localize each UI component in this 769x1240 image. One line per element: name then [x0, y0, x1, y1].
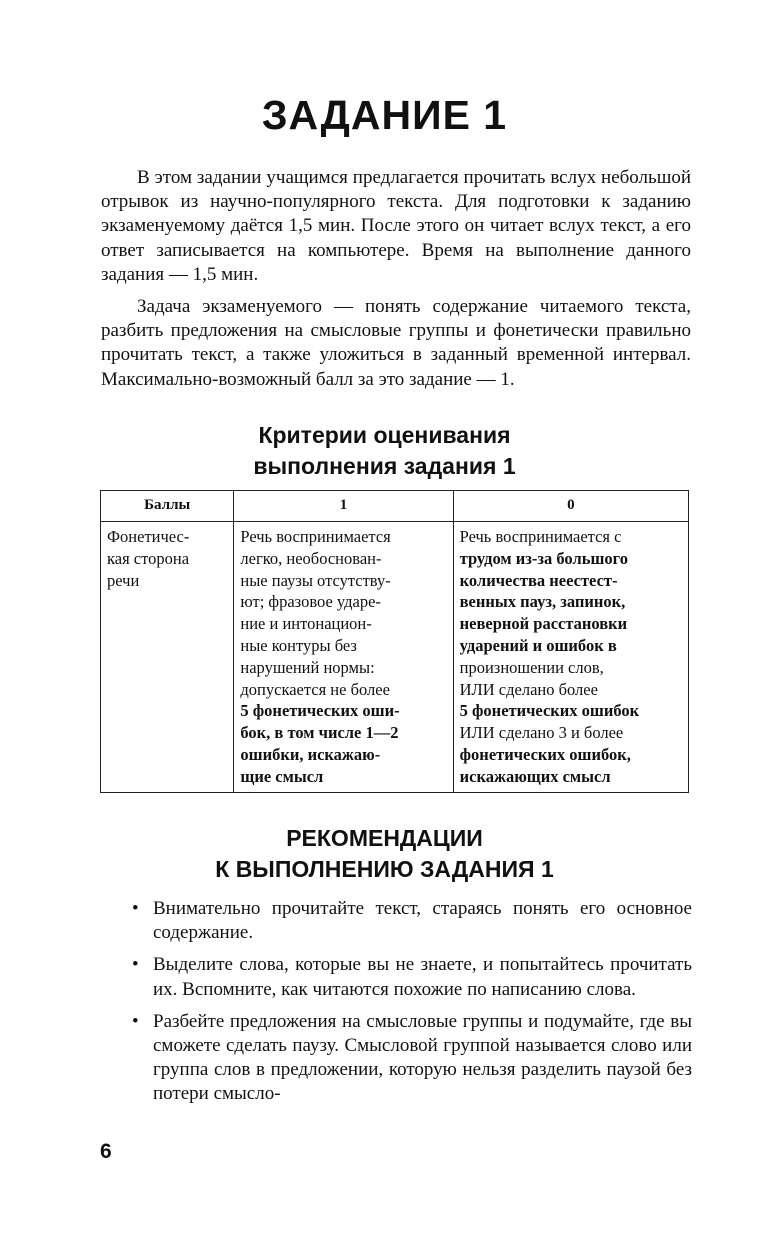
- header-score-0: 0: [453, 491, 688, 522]
- score-0-line: ИЛИ сделано 3 и более: [459, 723, 624, 743]
- score-0-description-cell: [453, 522, 688, 793]
- criteria-heading-line-2: выполнения задания 1: [253, 453, 516, 479]
- score-1-line: Речь воспринимается: [240, 527, 391, 546]
- score-1-line: ют; фразовое ударе-: [240, 592, 381, 612]
- score-0-line: трудом из-за большого: [459, 548, 628, 568]
- intro-paragraph-2: Задача экзаменуемого — понять содержание читаемого текста, разбить предложения на смысловые группы и фонетически правильно прочитать текст, а также уложиться в заданный временной интервал. Максимально-возможный балл за это задание — 1.: [101, 296, 691, 390]
- score-1-line: ошибки, искажаю-: [240, 744, 381, 764]
- score-1-description-cell: [234, 522, 453, 793]
- criteria-heading: [0, 420, 769, 482]
- score-1-line: легко, необоснован-: [240, 548, 382, 568]
- criteria-table-header-row: [101, 491, 689, 522]
- score-1-line: 5 фонетических оши-: [240, 701, 400, 721]
- list-item: [132, 897, 692, 945]
- list-item: [132, 1010, 692, 1107]
- score-1-line: ные паузы отсутству-: [240, 570, 391, 590]
- list-item: [132, 953, 692, 1001]
- score-1-line: нарушений нормы:: [240, 657, 375, 677]
- intro-text: [101, 166, 691, 400]
- list-item-text: Разбейте предложения на смысловые группы и подумайте, где вы сможете сделать паузу. Смысловой группой называется слово или группа слов в предложении, которую нельзя разделить паузой без потери смысло-: [153, 1010, 692, 1105]
- page-title: ЗАДАНИЕ 1: [261, 92, 508, 138]
- criteria-table-row: [101, 522, 689, 793]
- criteria-table: [100, 490, 689, 793]
- header-points: Баллы: [101, 491, 234, 522]
- bullet-icon: •: [132, 954, 139, 976]
- score-0-line: неверной расстановки: [459, 614, 628, 634]
- score-0-line: Речь воспринимается с: [459, 527, 622, 546]
- row-label-line: Фонетичес-: [107, 527, 190, 546]
- score-0-line: ударений и ошибок в: [459, 635, 617, 655]
- row-label-line: речи: [107, 570, 140, 590]
- score-1-line: ние и интонацион-: [240, 614, 372, 634]
- recommendations-heading: [0, 823, 769, 885]
- score-0-line: венных пауз, запинок,: [459, 592, 626, 612]
- score-0-line: фонетических ошибок,: [459, 744, 631, 764]
- score-1-line: допускается не более: [240, 679, 390, 699]
- score-0-line: искажающих смысл: [459, 766, 611, 786]
- bullet-icon: •: [132, 1010, 139, 1032]
- score-1-line: щие смысл: [240, 766, 324, 786]
- intro-paragraph-1: В этом задании учащимся предлагается прочитать вслух небольшой отрывок из научно-популярного текста. Для подготовки к заданию экзаменуемому даётся 1,5 мин. После этого он читает вслух текст, а его ответ записывается на компьютере. Время на выполнение данного задания — 1,5 мин.: [101, 167, 691, 285]
- score-1-line: бок, в том числе 1—2: [240, 723, 399, 743]
- page-number: 6: [100, 1140, 112, 1163]
- recommendations-heading-line-1: РЕКОМЕНДАЦИИ: [286, 825, 483, 851]
- bullet-icon: •: [132, 898, 139, 919]
- row-label-line: кая сторона: [107, 548, 190, 568]
- row-label-cell: [101, 522, 234, 793]
- header-score-1: 1: [234, 491, 453, 522]
- score-0-line: произношении слов,: [459, 657, 604, 677]
- list-item-text: Выделите слова, которые вы не знаете, и попытайтесь прочитать их. Вспомните, как читаются похожие по написанию слова.: [153, 954, 692, 1000]
- score-0-line: ИЛИ сделано более: [459, 679, 598, 699]
- score-0-line: 5 фонетических ошибок: [459, 701, 640, 721]
- recommendations-list: [132, 897, 692, 1115]
- list-item-text: Внимательно прочитайте текст, стараясь понять его основное содержание.: [153, 898, 692, 944]
- criteria-heading-line-1: Критерии оценивания: [258, 422, 511, 448]
- score-1-line: ные контуры без: [240, 635, 357, 655]
- recommendations-heading-line-2: К ВЫПОЛНЕНИЮ ЗАДАНИЯ 1: [215, 856, 554, 882]
- score-0-line: количества неестест-: [459, 570, 618, 590]
